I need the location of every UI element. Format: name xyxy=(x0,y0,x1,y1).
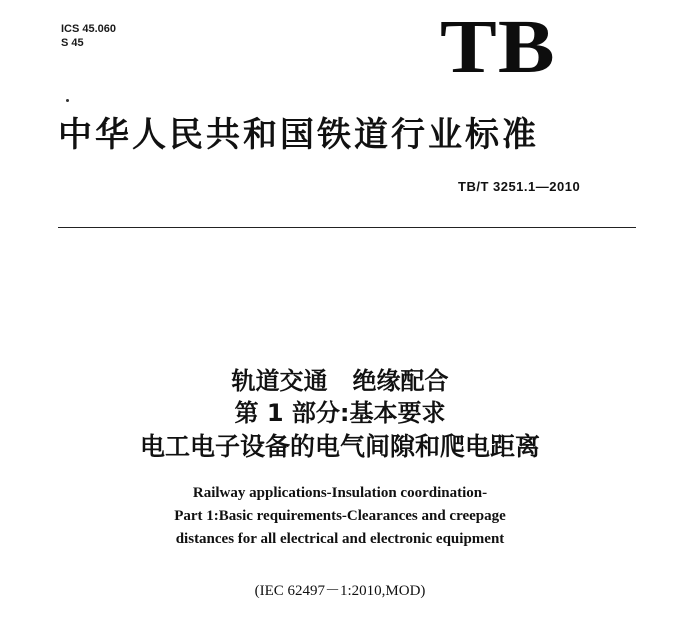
class-code: S 45 xyxy=(61,37,84,49)
header-divider xyxy=(58,227,636,228)
title-en-line-3: distances for all electrical and electronic equipment xyxy=(175,531,505,547)
title-zh-line-1: 轨道交通 绝缘配合 xyxy=(231,367,449,395)
ics-code: ICS 45.060 xyxy=(61,23,117,35)
title-en-line-2: Part 1:Basic requirements-Clearances and creepage xyxy=(174,508,506,524)
standard-equivalence: (IEC 62497－1:2010,MOD) xyxy=(254,583,426,599)
tb-logo: TB xyxy=(440,5,556,89)
title-zh-line-2: 第 1 部分:基本要求 xyxy=(234,399,446,427)
title-zh-line-3: 电工电子设备的电气间隙和爬电距离 xyxy=(139,432,540,461)
organization-title: 中华人民共和国铁道行业标准 xyxy=(58,115,539,155)
print-speck xyxy=(66,99,69,102)
standard-number: TB/T 3251.1—2010 xyxy=(458,179,581,194)
ics-classification xyxy=(61,22,116,50)
title-en-line-1: Railway applications-Insulation coordination- xyxy=(192,485,488,501)
